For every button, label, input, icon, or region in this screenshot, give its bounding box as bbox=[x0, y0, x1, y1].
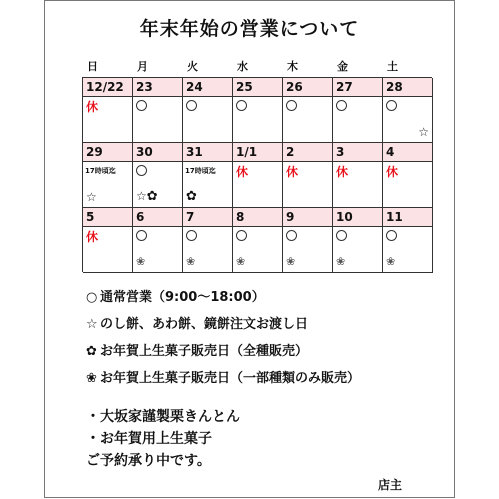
calendar-day-cell bbox=[83, 143, 133, 208]
calendar-date: 10 bbox=[333, 208, 382, 227]
open-circle-icon bbox=[386, 100, 397, 111]
legend-item-open bbox=[86, 288, 446, 315]
weekday-sat: 土 bbox=[387, 60, 398, 73]
hours-note: 17時頃迄 bbox=[85, 167, 116, 175]
calendar-day-cell bbox=[283, 143, 333, 208]
day-marks bbox=[336, 255, 345, 268]
calendar-day-cell bbox=[333, 78, 383, 143]
open-circle-icon bbox=[336, 100, 347, 111]
note-line: ・大坂家謹製栗きんとん bbox=[86, 409, 240, 425]
star-icon: ☆ bbox=[418, 125, 429, 139]
day-marks bbox=[86, 191, 97, 203]
calendar-day-cell bbox=[133, 78, 183, 143]
flower-outline-icon: ❀ bbox=[236, 255, 246, 268]
weekday-mon: 月 bbox=[137, 60, 148, 73]
legend-item-mochi bbox=[86, 315, 446, 342]
flower-filled-icon: ✿ bbox=[186, 189, 197, 204]
star-icon: ☆ bbox=[136, 189, 147, 203]
note-line: ご予約承り中です。 bbox=[86, 453, 211, 469]
calendar-day-cell bbox=[183, 208, 233, 273]
closed-label: 休 bbox=[386, 165, 399, 179]
calendar-day-cell bbox=[283, 78, 333, 143]
weekday-header bbox=[82, 58, 432, 72]
open-circle-icon bbox=[236, 100, 247, 111]
calendar-date: 31 bbox=[183, 143, 232, 162]
calendar-date: 29 bbox=[83, 143, 132, 162]
day-marks bbox=[136, 190, 158, 203]
open-circle-icon: ○ bbox=[86, 290, 98, 305]
weekday-fri: 金 bbox=[337, 60, 348, 73]
calendar-day-cell bbox=[283, 208, 333, 273]
calendar-date: 2 bbox=[283, 143, 332, 162]
weekday-wed: 水 bbox=[237, 60, 248, 73]
star-icon: ☆ bbox=[86, 190, 97, 204]
calendar-date: 27 bbox=[333, 78, 382, 97]
flower-outline-icon: ❀ bbox=[136, 255, 146, 268]
calendar-date: 23 bbox=[133, 78, 182, 97]
calendar-day-cell bbox=[383, 208, 433, 273]
calendar-day-cell bbox=[183, 143, 233, 208]
open-circle-icon bbox=[136, 100, 147, 111]
weekday-sun: 日 bbox=[87, 60, 98, 73]
closed-label: 休 bbox=[286, 165, 299, 179]
weekday-tue: 火 bbox=[187, 60, 198, 73]
note-line: ・お年賀用上生菓子 bbox=[86, 431, 212, 447]
page-title: 年末年始の営業について bbox=[139, 18, 360, 40]
legend-text: 通常営業（9:00～18:00） bbox=[100, 290, 265, 305]
day-marks bbox=[136, 255, 145, 268]
day-marks bbox=[186, 190, 197, 203]
calendar-date: 30 bbox=[133, 143, 182, 162]
day-marks bbox=[236, 255, 245, 268]
calendar-date: 24 bbox=[183, 78, 232, 97]
legend-item-partial-sale bbox=[86, 369, 446, 396]
legend-item-full-sale bbox=[86, 342, 446, 369]
calendar-date: 9 bbox=[283, 208, 332, 227]
open-circle-icon bbox=[236, 230, 247, 241]
calendar-date: 25 bbox=[233, 78, 282, 97]
calendar-day-cell bbox=[233, 78, 283, 143]
calendar-date: 6 bbox=[133, 208, 182, 227]
legend-text: お年賀上生菓子販売日（全種販売） bbox=[100, 344, 309, 359]
closed-label: 休 bbox=[236, 165, 249, 179]
flower-filled-icon: ✿ bbox=[146, 189, 158, 204]
flower-outline-icon: ❀ bbox=[286, 255, 296, 268]
calendar-date: 5 bbox=[83, 208, 132, 227]
day-marks bbox=[186, 255, 195, 268]
calendar-day-cell bbox=[183, 78, 233, 143]
calendar-day-cell bbox=[133, 208, 183, 273]
calendar-date: 7 bbox=[183, 208, 232, 227]
calendar-date: 8 bbox=[233, 208, 282, 227]
legend bbox=[86, 288, 446, 396]
calendar-date: 11 bbox=[383, 208, 432, 227]
calendar-date: 28 bbox=[383, 78, 432, 97]
day-marks bbox=[286, 255, 295, 268]
calendar-day-cell bbox=[383, 143, 433, 208]
open-circle-icon bbox=[136, 230, 147, 241]
legend-text: お年賀上生菓子販売日（一部種類のみ販売） bbox=[100, 371, 361, 386]
open-circle-icon bbox=[336, 230, 347, 241]
legend-text: のし餅、あわ餅、鏡餅注文お渡し日 bbox=[100, 317, 309, 332]
calendar-day-cell bbox=[133, 143, 183, 208]
day-marks bbox=[418, 126, 429, 138]
calendar-grid bbox=[82, 77, 432, 272]
calendar-date: 3 bbox=[333, 143, 382, 162]
flower-outline-icon: ❀ bbox=[386, 255, 396, 268]
calendar-day-cell bbox=[83, 208, 133, 273]
calendar-day-cell bbox=[83, 78, 133, 143]
open-circle-icon bbox=[186, 100, 197, 111]
open-circle-icon bbox=[186, 230, 197, 241]
closed-label: 休 bbox=[86, 100, 99, 114]
calendar-day-cell bbox=[233, 143, 283, 208]
closed-label: 休 bbox=[336, 165, 349, 179]
open-circle-icon bbox=[386, 230, 397, 241]
calendar-date: 12/22 bbox=[83, 78, 132, 97]
signature: 店主 bbox=[378, 478, 403, 492]
star-icon: ☆ bbox=[86, 317, 98, 332]
hours-note: 17時頃迄 bbox=[185, 167, 216, 175]
calendar-date: 26 bbox=[283, 78, 332, 97]
flower-outline-icon: ❀ bbox=[186, 255, 196, 268]
flower-outline-icon: ❀ bbox=[86, 371, 97, 386]
notes bbox=[86, 407, 446, 473]
open-circle-icon bbox=[286, 100, 297, 111]
flower-filled-icon: ✿ bbox=[86, 344, 97, 359]
calendar-day-cell bbox=[383, 78, 433, 143]
calendar-date: 4 bbox=[383, 143, 432, 162]
closed-label: 休 bbox=[86, 230, 99, 244]
flower-outline-icon: ❀ bbox=[336, 255, 346, 268]
calendar-day-cell bbox=[333, 143, 383, 208]
day-marks bbox=[386, 255, 395, 268]
open-circle-icon bbox=[136, 165, 147, 176]
calendar-day-cell bbox=[333, 208, 383, 273]
weekday-thu: 木 bbox=[287, 60, 298, 73]
calendar-date: 1/1 bbox=[233, 143, 282, 162]
open-circle-icon bbox=[286, 230, 297, 241]
calendar-day-cell bbox=[233, 208, 283, 273]
